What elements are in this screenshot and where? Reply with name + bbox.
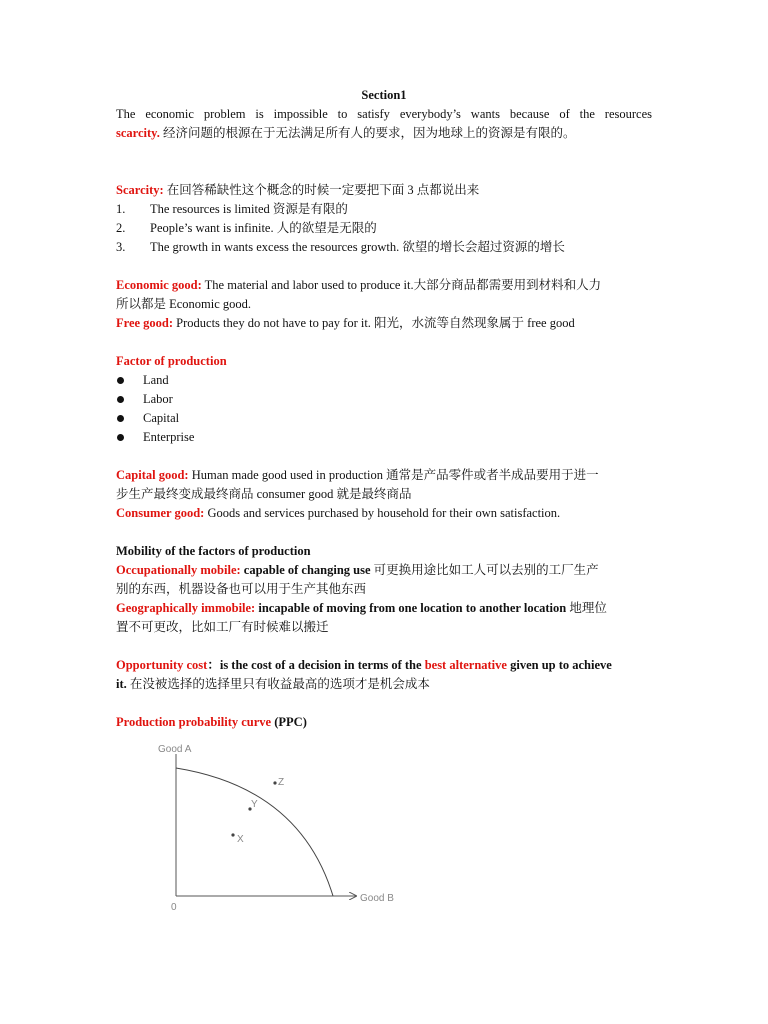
scarcity-label: Scarcity: bbox=[116, 183, 164, 197]
point-z-label: Z bbox=[278, 777, 285, 788]
occupational-line2: 别的东西，机器设备也可以用于生产其他东西 bbox=[116, 582, 367, 596]
ppc-diagram bbox=[150, 738, 410, 918]
numbered-item: 2. People’s want is infinite. 人的欲望是无限的 bbox=[116, 221, 377, 235]
document-page bbox=[116, 86, 652, 732]
bullet-item: Capital bbox=[116, 409, 652, 428]
factor-heading: Factor of production bbox=[116, 354, 227, 368]
y-axis-label: Good A bbox=[158, 744, 192, 755]
bullet-icon bbox=[116, 396, 143, 403]
best-alternative: best alternative bbox=[424, 658, 507, 672]
numbered-item: 1. The resources is limited 资源是有限的 bbox=[116, 202, 348, 216]
capital-good-term: Capital good: bbox=[116, 468, 189, 482]
bullet-icon bbox=[116, 415, 143, 422]
opportunity-term: Opportunity cost bbox=[116, 658, 208, 672]
ppc-heading: Production probability curve (PPC) bbox=[116, 715, 307, 729]
capital-good-line1: Capital good: Human made good used in production 通常是产品零件或者半成品要用于进一 bbox=[116, 468, 599, 482]
economic-good-line1: Economic good: The material and labor used to produce it.大部分商品都需要用到材料和人力 bbox=[116, 278, 602, 292]
free-good-term: Free good: bbox=[116, 316, 174, 330]
x-axis-label: Good B bbox=[360, 893, 394, 904]
intro-line2 bbox=[116, 124, 652, 143]
bullet-item: Land bbox=[116, 371, 652, 390]
capital-good-line2: 步生产最终变成最终商品 consumer good 就是最终商品 bbox=[116, 487, 412, 501]
point-x-label: X bbox=[237, 834, 244, 845]
origin-label: 0 bbox=[171, 902, 177, 913]
intro-cn: 经济问题的根源在于无法满足所有人的要求，因为地球上的资源是有限的。 bbox=[159, 126, 576, 140]
bullet-icon bbox=[116, 377, 143, 384]
opportunity-line2: it. 在没被选择的选择里只有收益最高的选项才是机会成本 bbox=[116, 677, 430, 691]
point-y-label: Y bbox=[251, 799, 258, 810]
point-z bbox=[273, 781, 276, 784]
economic-good-term: Economic good: bbox=[116, 278, 202, 292]
economic-good-line2: 所以都是 Economic good. bbox=[116, 297, 252, 311]
opportunity-line1: Opportunity cost：is the cost of a decision in terms of the best alternative given up to achieve bbox=[116, 658, 612, 672]
numbered-item: 3. The growth in wants excess the resources growth. 欲望的增长会超过资源的增长 bbox=[116, 240, 565, 254]
point-x bbox=[231, 833, 234, 836]
geographic-term: Geographically immobile: bbox=[116, 601, 256, 615]
geographic-line2: 置不可更改，比如工厂有时候难以搬迁 bbox=[116, 620, 329, 634]
intro-line1: The economic problem is impossible to satisfy everybody’s wants because of the resources bbox=[116, 107, 652, 121]
bullet-item: Labor bbox=[116, 390, 652, 409]
scarcity-desc: 在回答稀缺性这个概念的时候一定要把下面 3 点都说出来 bbox=[163, 183, 480, 197]
consumer-good-term: Consumer good: bbox=[116, 506, 205, 520]
scarcity-term: scarcity. bbox=[116, 126, 160, 140]
occupational-term: Occupationally mobile: bbox=[116, 563, 241, 577]
geographic-line1: Geographically immobile: incapable of moving from one location to another location 地理位 bbox=[116, 601, 607, 615]
bullet-item: Enterprise bbox=[116, 428, 652, 447]
scarcity-heading bbox=[116, 181, 652, 200]
mobility-heading: Mobility of the factors of production bbox=[116, 544, 311, 558]
consumer-good-line: Consumer good: Goods and services purchased by household for their own satisfaction. bbox=[116, 506, 561, 520]
free-good-line: Free good: Products they do not have to pay for it. 阳光，水流等自然现象属于 free good bbox=[116, 316, 575, 330]
occupational-line1: Occupationally mobile: capable of changing use 可更换用途比如工人可以去别的工厂生产 bbox=[116, 563, 599, 577]
ppc-curve bbox=[176, 768, 333, 896]
section-title: Section1 bbox=[361, 88, 407, 102]
bullet-icon bbox=[116, 434, 143, 441]
